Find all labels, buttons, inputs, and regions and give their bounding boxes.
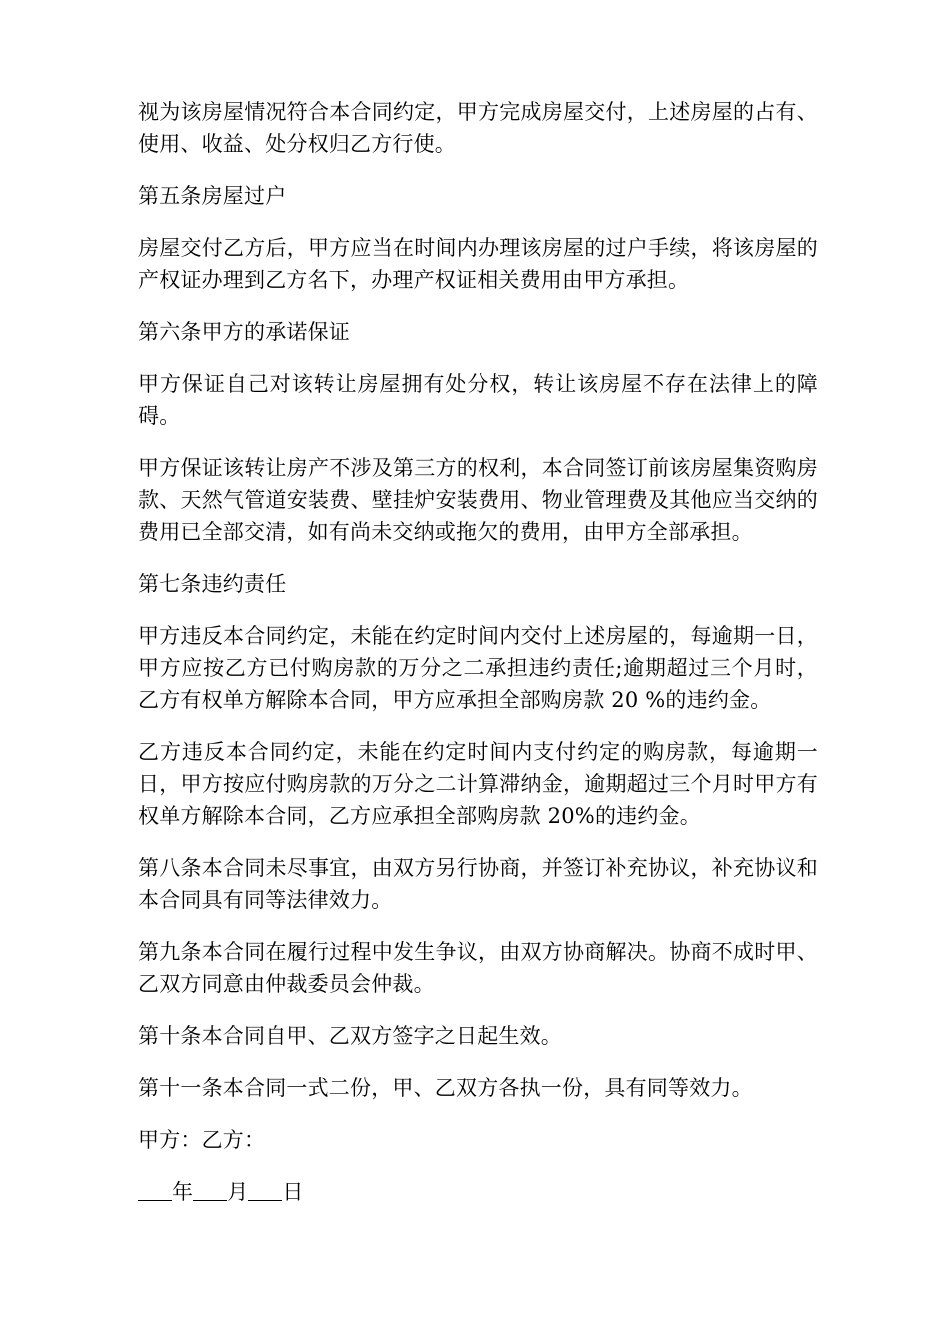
paragraph-article-10: 第十条本合同自甲、乙双方签字之日起生效。 (138, 1024, 562, 1048)
paragraph-article-9: 第九条本合同在履行过程中发生争议，由双方协商解决。协商不成时甲、乙双方同意由仲裁委员会仲裁。 (138, 940, 818, 996)
day-label: 日 (282, 1180, 304, 1204)
year-label: 年 (172, 1180, 194, 1204)
heading-article-5: 第五条房屋过户 (138, 184, 287, 208)
paragraph-party-a-breach: 甲方违反本合同约定，未能在约定时间内交付上述房屋的，每逾期一日，甲方应按乙方已付购房款的万分之二承担违约责任;逾期超过三个月时，乙方有权单方解除本合同，甲方应承担全部购房款 20 %的违约金。 (138, 624, 818, 712)
paragraph-article-8: 第八条本合同未尽事宜，由双方另行协商，并签订补充协议，补充协议和本合同具有同等法律效力。 (138, 856, 818, 912)
heading-article-6: 第六条甲方的承诺保证 (138, 320, 350, 344)
paragraph-article-11: 第十一条本合同一式二份，甲、乙双方各执一份，具有同等效力。 (138, 1076, 753, 1100)
paragraph-transfer-procedure: 房屋交付乙方后，甲方应当在时间内办理该房屋的过户手续，将该房屋的产权证办理到乙方名下，办理产权证相关费用由甲方承担。 (138, 236, 818, 292)
paragraph-party-b-breach: 乙方违反本合同约定，未能在约定时间内支付约定的购房款，每逾期一日，甲方按应付购房款的万分之二计算滞纳金，逾期超过三个月时甲方有权单方解除本合同，乙方应承担全部购房款 20%的违约金。 (138, 740, 818, 828)
day-blank (248, 1178, 282, 1201)
paragraph-disposal-right: 甲方保证自己对该转让房屋拥有处分权，转让该房屋不存在法律上的障碍。 (138, 372, 818, 428)
heading-article-7: 第七条违约责任 (138, 572, 287, 596)
signature-parties-line: 甲方：乙方： (138, 1128, 266, 1152)
paragraph-house-handover-clause: 视为该房屋情况符合本合同约定，甲方完成房屋交付，上述房屋的占有、使用、收益、处分权归乙方行使。 (138, 100, 818, 156)
document-body (138, 96, 818, 1228)
paragraph-third-party-rights: 甲方保证该转让房产不涉及第三方的权利，本合同签订前该房屋集资购房款、天然气管道安装费、壁挂炉安装费用、物业管理费及其他应当交纳的费用已全部交清，如有尚未交纳或拖欠的费用，由甲方全部承担。 (138, 456, 818, 544)
month-blank (193, 1178, 227, 1201)
year-blank (138, 1178, 172, 1201)
date-line (138, 1176, 818, 1208)
month-label: 月 (227, 1180, 249, 1204)
